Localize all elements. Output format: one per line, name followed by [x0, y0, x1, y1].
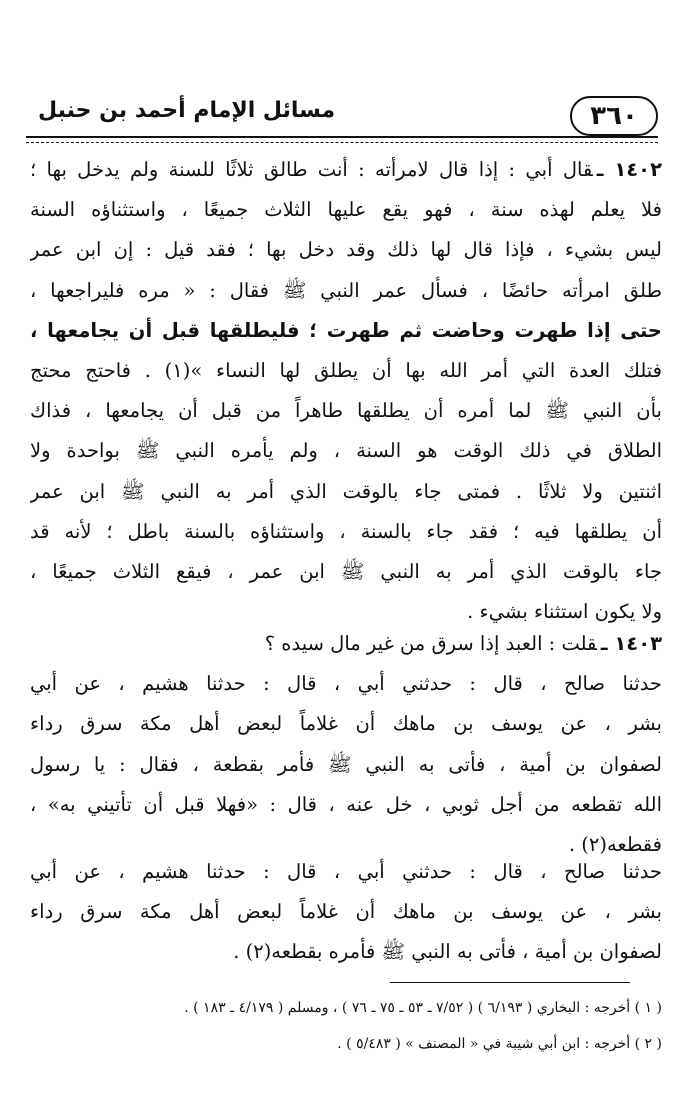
- text-line: لصفوان بن أمية ، فأتى به النبي ﷺ فأمره بقطعه(٢) .: [233, 940, 662, 964]
- footnotes: [30, 990, 662, 1062]
- footnote-2: ( ٢ ) أخرجه : ابن أبي شيبة في « المصنف » ( ٥/٤٨٣ ) .: [337, 1036, 662, 1052]
- section-1402: [30, 150, 662, 632]
- text-line: فقطعه(٢) .: [568, 832, 662, 856]
- text-line: حدثنا صالح ، قال : حدثني أبي ، قال : حدثنا هشيم ، عن أبي: [30, 860, 662, 883]
- text-line: فتلك العدة التي أمر الله بها أن يطلق لها النساء »(١) . فاحتج محتج: [30, 358, 662, 382]
- section-1403: [30, 624, 662, 865]
- text-line: الله تقطعه من أجل ثوبي ، خل عنه ، قال : «فهلا قبل أن تأتيني به» ،: [30, 792, 662, 816]
- section-number: ١٤٠٣ ـ: [600, 632, 662, 655]
- text-line: بشر ، عن يوسف بن ماهك أن غلاماً لبعض أهل مكة سرق رداء: [30, 712, 662, 736]
- text-line: حدثنا صالح ، قال : حدثني أبي ، قال : حدثنا هشيم ، عن أبي: [30, 672, 662, 696]
- text-line: فلا يعلم لهذه سنة ، فهو يقع عليها الثلاث جميعًا ، واستثناؤه السنة: [30, 198, 662, 222]
- narration-2: [30, 852, 662, 973]
- text-line: طلق امرأته حائضًا ، فسأل عمر النبي ﷺ فقال : « مره فليراجعها ،: [30, 278, 662, 302]
- section-number: ١٤٠٢ ـ: [596, 158, 662, 181]
- footnote-1: ( ١ ) أخرجه : البخاري ( ٦/١٩٣ ) ( ٧/٥٢ ـ ٥٣ ـ ٧٥ ـ ٧٦ ) ، ومسلم ( ٤/١٧٩ ـ ١٨٣ ) .: [184, 1000, 662, 1016]
- text-line: بأن النبي ﷺ لما أمره أن يطلقها طاهراً من قبل أن يجامعها ، فذاك: [30, 399, 662, 423]
- page-number: ٣٦٠: [570, 96, 658, 136]
- running-title: مسائل الإمام أحمد بن حنبل: [38, 98, 336, 123]
- text-line: الطلاق في ذلك الوقت هو السنة ، ولم يأمره النبي ﷺ بواحدة ولا: [30, 439, 662, 463]
- text-line: اثنتين ولا ثلاثًا . فمتى جاء بالوقت الذي أمر به النبي ﷺ ابن عمر: [30, 479, 662, 503]
- text-line: ولا يكون استثناء بشيء .: [467, 600, 662, 624]
- text-line: حتى إذا طهرت وحاضت ثم طهرت ؛ فليطلقها قبل أن يجامعها ،: [30, 318, 662, 342]
- header-rule: [26, 136, 658, 143]
- text-line: ١٤٠٣ ـقلت : العبد إذا سرق من غير مال سيده ؟: [264, 632, 662, 655]
- text-line: لصفوان بن أمية ، فأتى به النبي ﷺ فأمر بقطعة ، فقال : يا رسول: [30, 752, 662, 776]
- text-line: بشر ، عن يوسف بن ماهك أن غلاماً لبعض أهل مكة سرق رداء: [30, 900, 662, 924]
- text-line: جاء بالوقت الذي أمر به النبي ﷺ ابن عمر ، فيقع الثلاث جميعًا ،: [30, 559, 662, 583]
- text-line: ليس بشيء ، فإذا قال لها ذلك وقد دخل بها ؛ فقد قيل : إن ابن عمر: [30, 238, 662, 262]
- text-line: ١٤٠٢ ـقال أبي : إذا قال لامرأته : أنت طالق ثلاثًا للسنة ولم يدخل بها ؛: [30, 158, 662, 181]
- text-line: أن يطلقها فيه ؛ فقد جاء بالسنة ، واستثناؤه بالسنة باطل ؛ لأنه قد: [30, 519, 662, 543]
- footnote-rule: [390, 982, 630, 983]
- page-header: [26, 96, 658, 140]
